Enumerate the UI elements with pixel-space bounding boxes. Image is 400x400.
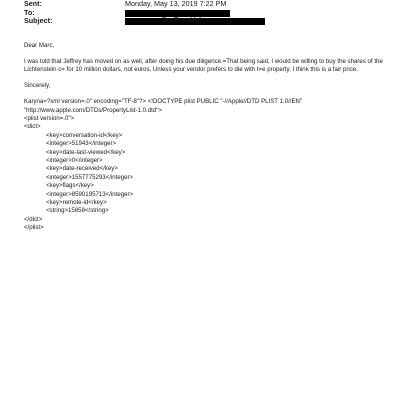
- xml-line: <plist version=.0">: [24, 114, 75, 122]
- signature-xml: [24, 98, 384, 233]
- closing: Sincerely,: [24, 82, 51, 90]
- xml-line: <dict>: [24, 123, 41, 131]
- xml-line: <string>15858</string>: [46, 207, 109, 215]
- sent-row: [24, 0, 384, 9]
- subject-value: Bin Ennakhil: [162, 16, 201, 24]
- xml-lines: [24, 115, 384, 233]
- subject-row: [24, 17, 384, 26]
- xml-line: </plist>: [24, 224, 44, 232]
- xml-line: <integer>8590195713</integer>: [46, 190, 134, 198]
- email-body: [24, 42, 384, 233]
- xml-line: <integer>1557775293</integer>: [46, 173, 134, 181]
- to-label: To:: [24, 7, 35, 17]
- sent-label: Sent:: [24, 0, 42, 8]
- xml-line: <integer>0</integer>: [46, 156, 103, 164]
- subject-label: Subject:: [24, 16, 53, 25]
- greeting: Dear Marc,: [24, 42, 55, 49]
- xml-line: </dict>: [24, 215, 43, 223]
- xml-line: <integer>51943</integer>: [46, 140, 117, 148]
- xml-line: <key>flags</key>: [46, 182, 94, 190]
- email-header: [24, 0, 384, 26]
- to-row: [24, 9, 384, 18]
- redaction-bar: [125, 10, 230, 17]
- signature-line: "http://www.apple.com/DTDs/PropertyList-1.0.dtd">: [24, 106, 162, 114]
- xml-line: <key>conversation-id</key>: [46, 131, 123, 139]
- sent-value: Monday, May 13, 2019 7:22 PM: [125, 0, 227, 8]
- xml-line: <key>date-received</key>: [46, 165, 118, 173]
- xml-line: <key>date-last-viewed</key>: [46, 148, 126, 156]
- signature-line: Karyna=?xml version=.0" encoding="TF-8"?> <!DOCTYPE plist PUBLIC "-//Apple//DTD PLIST 1.0//EN": [24, 98, 303, 106]
- xml-line: <key>remote-id</key>: [46, 199, 107, 206]
- body-paragraph: I was told that Jeffrey has moved on as well, after doing his due diligence.=That being said, I would be willing to buy the shares of the Lichtenstein c= for 10 million dollars, not euros. Unless your vendor prefers to die with t=e property, I think this is a fair price.: [24, 57, 385, 74]
